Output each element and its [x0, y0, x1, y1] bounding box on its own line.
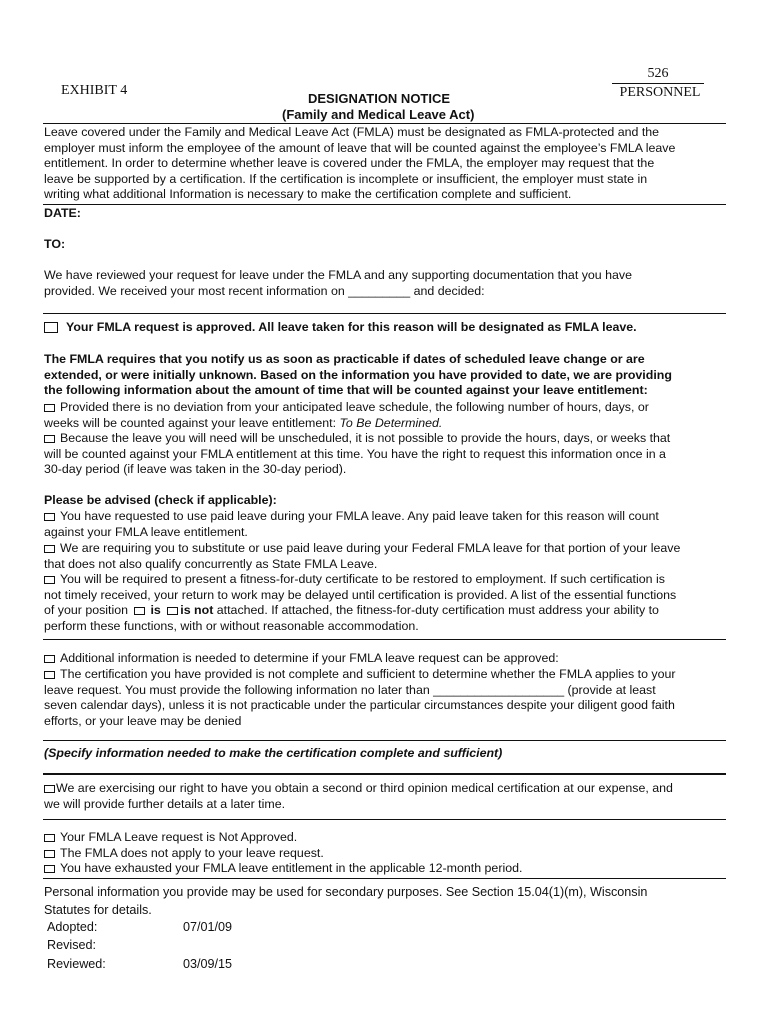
fitness-checkbox[interactable] — [44, 576, 55, 584]
revised-label: Revised: — [47, 938, 96, 952]
second-opinion-option — [44, 781, 734, 812]
exhausted-text: You have exhausted your FMLA leave entitlement in the applicable 12-month period. — [60, 861, 523, 876]
advised-heading: Please be advised (check if applicable): — [44, 493, 277, 507]
requires-paragraph — [44, 352, 734, 399]
adopted-date: 07/01/09 — [183, 920, 233, 934]
substitute-checkbox[interactable] — [44, 545, 55, 553]
page-number: 526 — [612, 66, 704, 84]
denial-rule — [43, 819, 726, 820]
exhausted-checkbox[interactable] — [44, 865, 55, 873]
intro-line: writing what additional Information is necessary to make the certification complete and sufficient. — [44, 187, 572, 202]
denial-options — [44, 830, 734, 877]
specify-bottom-rule — [43, 773, 726, 775]
not-apply-checkbox[interactable] — [44, 850, 55, 858]
paid-leave-option — [44, 509, 734, 540]
fitness-option — [44, 572, 734, 634]
position-prefix: of your position — [44, 603, 129, 618]
header-rule — [43, 123, 726, 124]
requires-line: extended, or were initially unknown. Based on the information you have provided to date, we are providing — [44, 367, 672, 382]
is-label: is — [150, 603, 161, 618]
additional-info-option — [44, 651, 734, 667]
paid-leave-checkbox[interactable] — [44, 513, 55, 521]
reviewed-line: provided. We received your most recent information on _________ and decided: — [44, 283, 485, 298]
substitute-option — [44, 541, 734, 572]
is-not-checkbox[interactable] — [167, 607, 178, 615]
is-checkbox[interactable] — [134, 607, 145, 615]
additional-info-checkbox[interactable] — [44, 655, 55, 663]
incomplete-cert-line: The certification you have provided is not complete and sufficient to determine whether the FMLA applies to your — [60, 667, 676, 681]
provided-checkbox[interactable] — [44, 404, 55, 412]
incomplete-cert-line: efforts, or your leave may be denied — [44, 713, 242, 728]
position-suffix: attached. If attached, the fitness-for-duty certification must address your ability to — [216, 603, 659, 618]
department-label: PERSONNEL — [619, 85, 701, 100]
intro-paragraph — [44, 125, 734, 203]
intro-line: Leave covered under the Family and Medical Leave Act (FMLA) must be designated as FMLA-protected and the — [44, 125, 660, 139]
paid-leave-line: against your FMLA leave entitlement. — [44, 524, 248, 539]
tbd-text: To Be Determined. — [339, 415, 443, 430]
decision-rule — [43, 313, 726, 314]
substitute-line: We are requiring you to substitute or use paid leave during your Federal FMLA leave for that portion of your leave — [60, 541, 681, 555]
substitute-line: that does not also qualify concurrently as State FMLA Leave. — [44, 556, 378, 571]
approved-text: Your FMLA request is approved. All leave taken for this reason will be designated as FMLA leave. — [66, 320, 637, 334]
additional-rule — [43, 639, 726, 640]
document-title: DESIGNATION NOTICE — [308, 91, 451, 106]
footer-line: Statutes for details. — [44, 903, 152, 917]
second-opinion-line: We are exercising our right to have you obtain a second or third opinion medical certification at our expense, and — [56, 781, 673, 795]
footer-rule — [43, 878, 726, 879]
unscheduled-line: will be counted against your FMLA entitlement at this time. You have the right to request this information once in a — [44, 446, 666, 461]
adopted-label: Adopted: — [47, 920, 98, 934]
reviewed-label: Reviewed: — [47, 957, 106, 971]
document-subtitle: (Family and Medical Leave Act) — [282, 107, 475, 122]
footer-line: Personal information you provide may be used for secondary purposes. See Section 15.04(1)(m), Wisconsin — [44, 885, 648, 899]
fitness-line: You will be required to present a fitness-for-duty certificate to be restored to employment. If such certification is — [60, 572, 665, 586]
requires-line: the following information about the amount of time that will be counted against your leave entitlement: — [44, 383, 648, 398]
second-opinion-checkbox[interactable] — [44, 785, 55, 793]
footer-notice — [44, 883, 734, 919]
incomplete-cert-line: seven calendar days), unless it is not practicable under the particular circumstances despite your diligent good faith — [44, 698, 675, 713]
reviewed-paragraph — [44, 268, 734, 299]
intro-rule — [43, 204, 726, 205]
fitness-line: not timely received, your return to work may be delayed until certification is provided. A list of the essential functions — [44, 587, 677, 602]
requires-line: The FMLA requires that you notify us as soon as practicable if dates of scheduled leave change or are — [44, 352, 645, 366]
date-label: DATE: — [44, 206, 81, 220]
specify-top-rule — [43, 740, 726, 741]
provided-text-2: weeks will be counted against your leave entitlement: — [44, 415, 337, 430]
provided-text: Provided there is no deviation from your anticipated leave schedule, the following number of hours, days, or — [60, 400, 649, 414]
incomplete-cert-checkbox[interactable] — [44, 671, 55, 679]
provided-option — [44, 400, 734, 431]
unscheduled-line: 30-day period (if leave was taken in the 30-day period). — [44, 462, 347, 477]
unscheduled-option — [44, 431, 734, 478]
reviewed-date: 03/09/15 — [183, 957, 233, 971]
specify-text: (Specify information needed to make the certification complete and sufficient) — [44, 746, 503, 760]
unscheduled-line: Because the leave you will need will be unscheduled, it is not possible to provide the hours, days, or weeks that — [60, 431, 671, 445]
paid-leave-line: You have requested to use paid leave during your FMLA leave. Any paid leave taken for this reason will count — [60, 509, 659, 523]
not-approved-text: Your FMLA Leave request is Not Approved. — [60, 830, 298, 844]
not-apply-text: The FMLA does not apply to your leave request. — [60, 845, 324, 860]
reviewed-line: We have reviewed your request for leave under the FMLA and any supporting documentation that you have — [44, 268, 632, 282]
is-not-label: is not — [180, 603, 214, 618]
incomplete-cert-line: leave request. You must provide the following information no later than ___________________ (provide at least — [44, 682, 656, 697]
second-opinion-line: we will provide further details at a later time. — [44, 796, 286, 811]
approved-checkbox[interactable] — [44, 322, 58, 333]
intro-line: leave be supported by a certification. If the certification is incomplete or insufficient, the employer must state in — [44, 171, 648, 186]
incomplete-cert-option — [44, 667, 734, 729]
not-approved-checkbox[interactable] — [44, 834, 55, 842]
intro-line: employer must inform the employee of the amount of leave that will be counted against the employee’s FMLA leave — [44, 140, 676, 155]
to-label: TO: — [44, 237, 66, 251]
exhibit-label: EXHIBIT 4 — [61, 83, 128, 98]
unscheduled-checkbox[interactable] — [44, 435, 55, 443]
additional-info-text: Additional information is needed to determine if your FMLA leave request can be approved: — [60, 651, 559, 665]
fitness-last-line: perform these functions, with or without reasonable accommodation. — [44, 618, 419, 633]
intro-line: entitlement. In order to determine whether leave is covered under the FMLA, the employer may request that the — [44, 156, 655, 171]
approved-option — [44, 320, 734, 336]
